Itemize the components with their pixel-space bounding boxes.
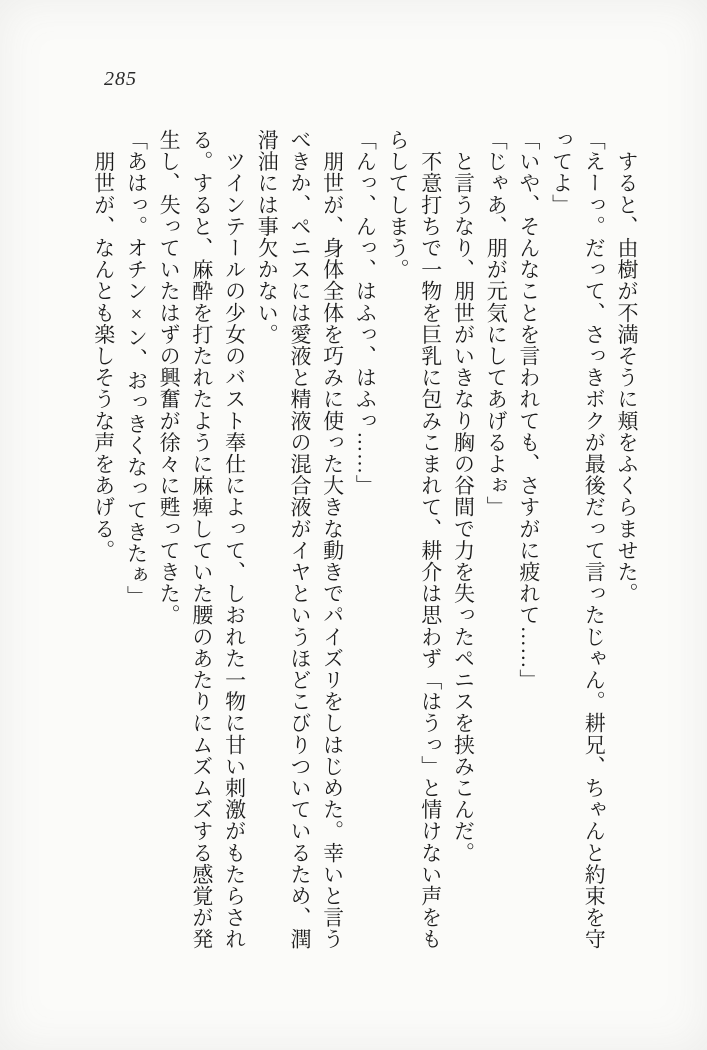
text-column-17: 朋世が、なんとも楽しそうな声をあげる。: [91, 129, 116, 561]
text-column-10: 朋世が、身体全体を巧みに使った大きな動きでパイズリをしはじめた。幸いと言う: [320, 129, 345, 950]
text-column-11: べきか、ペニスには愛液と精液の混合液がイヤというほどこびりついているため、潤: [287, 129, 312, 950]
text-column-4: 「いや、そんなことを言われても、さすがに疲れて……」: [516, 129, 541, 691]
text-column-3: ってよ」: [549, 129, 574, 216]
page-number: 285: [104, 68, 137, 90]
text-column-5: 「じゃあ、朋が元気にしてあげるよぉ」: [484, 129, 509, 518]
text-area: [87, 129, 643, 951]
text-column-8: らしてしまう。: [386, 129, 411, 281]
text-column-2: 「えーっ。だって、さっきボクが最後だって言ったじゃん。耕兄、ちゃんと約束を守: [582, 129, 607, 950]
text-column-7: 不意打ちで一物を巨乳に包みこまれて、耕介は思わず「はうっ」と情けない声をも: [418, 129, 443, 950]
text-column-12: 滑油には事欠かない。: [255, 129, 280, 345]
text-column-14: る。すると、麻酔を打たれたように麻痺していた腰のあたりにムズムズする感覚が発: [189, 129, 214, 950]
text-column-6: と言うなり、朋世がいきなり胸の谷間で力を失ったペニスを挟みこんだ。: [451, 129, 476, 864]
text-column-13: ツインテールの少女のバスト奉仕によって、しおれた一物に甘い刺激がもたらされ: [222, 129, 247, 950]
text-column-16: 「あはっ。オチン×ン、おっきくなってきたぁ」: [124, 129, 149, 608]
text-column-9: 「んっ、んっ、はふっ、はふっ……」: [353, 129, 378, 497]
text-column-15: 生し、失っていたはずの興奮が徐々に甦ってきた。: [157, 129, 182, 626]
text-column-1: すると、由樹が不満そうに頬をふくらませた。: [615, 129, 639, 605]
